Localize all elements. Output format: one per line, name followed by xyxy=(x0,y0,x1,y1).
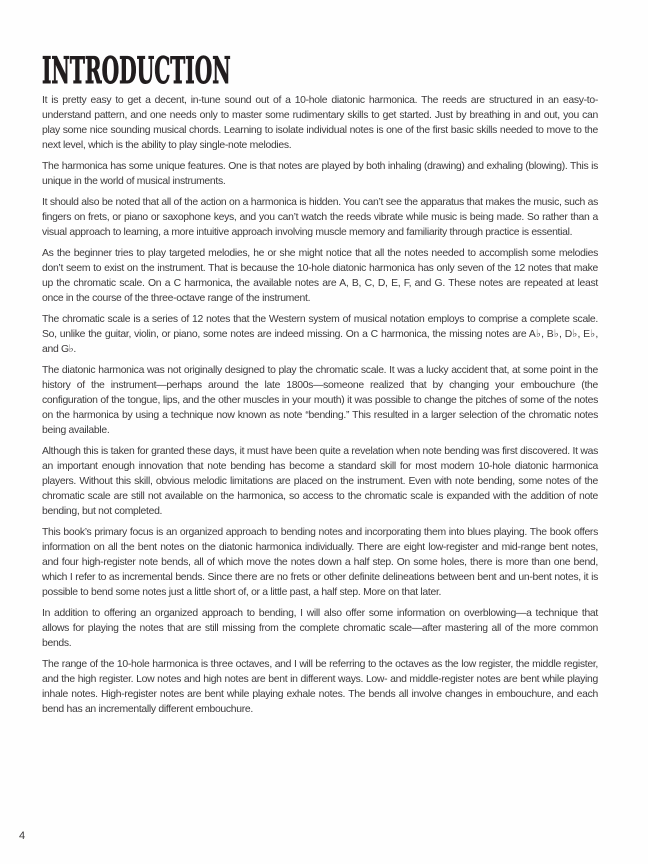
page-content xyxy=(42,50,598,723)
page-number: 4 xyxy=(19,830,26,842)
page-title xyxy=(42,50,598,92)
intro-paragraph-1: It is pretty easy to get a decent, in-tune sound out of a 10-hole diatonic harmonica. The reeds are structured in an easy-to-understand pattern, and one needs only to master some rudimentary skills to get started. Just by breathing in and out, you can play some nice sounding musical chords. Learning to isolate individual notes is one of the first basic skills needed to move to the next level, which is the ability to play single-note melodies. xyxy=(42,95,598,151)
intro-paragraph-6: The diatonic harmonica was not originally designed to play the chromatic scale. It was a lucky accident that, at some point in the history of the instrument—perhaps around the late 1800s—someone realized that by changing your embouchure (the configuration of the tongue, lips, and the other muscles in your mouth) it was possible to change the pitches of some of the notes on the harmonica by using a technique now known as note “bending.” This resulted in a larger selection of the chromatic notes being available. xyxy=(42,365,598,436)
intro-paragraph-5: The chromatic scale is a series of 12 notes that the Western system of musical notation employs to comprise a complete scale. So, unlike the guitar, violin, or piano, some notes are indeed missing. On a C harmonica, the missing notes are A♭, B♭, D♭, E♭, and G♭. xyxy=(42,314,598,355)
intro-paragraph-10: The range of the 10-hole harmonica is three octaves, and I will be referring to the octaves as the low register, the middle register, and the high register. Low notes and high notes are bent in different ways. Low- and middle-register notes are bent while playing inhale notes. High-register notes are bent while playing exhale notes. The bends all involve changes in embouchure, and each bend has an incrementally different embouchure. xyxy=(42,659,598,715)
intro-paragraph-2: The harmonica has some unique features. One is that notes are played by both inhaling (drawing) and exhaling (blowing). This is unique in the world of musical instruments. xyxy=(42,161,598,187)
intro-paragraph-4: As the beginner tries to play targeted melodies, he or she might notice that all the notes needed to accomplish some melodies don’t seem to exist on the instrument. That is because the 10-hole diatonic harmonica has only seven of the 12 notes that make up the chromatic scale. On a C harmonica, the available notes are A, B, C, D, E, F, and G. These notes are repeated at least once in the course of the three-octave range of the instrument. xyxy=(42,248,598,304)
intro-paragraph-9: In addition to offering an organized approach to bending, I will also offer some information on overblowing—a technique that allows for playing the notes that are still missing from the complete chromatic scale—after mastering all of the more common bends. xyxy=(42,608,598,649)
page-title-text: INTRODUCTION xyxy=(42,50,231,92)
intro-paragraph-8: This book’s primary focus is an organized approach to bending notes and incorporating them into blues playing. The book offers information on all the bent notes on the diatonic harmonica individually. There are eight low-register and mid-range bent notes, and four high-register note bends, all of which move the notes down a half step. On some holes, there is more than one bend, which I refer to as incremental bends. Since there are no frets or other definite delineations between bent and un-bent notes, it is possible to bend some notes just a little short of, or a little past, a half step. More on that later. xyxy=(42,527,598,598)
intro-paragraph-7: Although this is taken for granted these days, it must have been quite a revelation when note bending was first discovered. It was an important enough innovation that note bending has become a standard skill for most modern 10-hole diatonic harmonica players. Without this skill, obvious melodic limitations are placed on the instrument. Even with note bending, some notes of the chromatic scale are still not available on the harmonica, so access to the chromatic scale is expanded with the addition of note bending, but not completed. xyxy=(42,446,598,517)
intro-paragraph-3: It should also be noted that all of the action on a harmonica is hidden. You can’t see the apparatus that makes the music, such as fingers on frets, or piano or saxophone keys, and you can’t watch the reeds vibrate while music is being made. So rather than a visual approach to learning, a more intuitive approach involving muscle memory and familiarity through practice is essential. xyxy=(42,197,598,238)
